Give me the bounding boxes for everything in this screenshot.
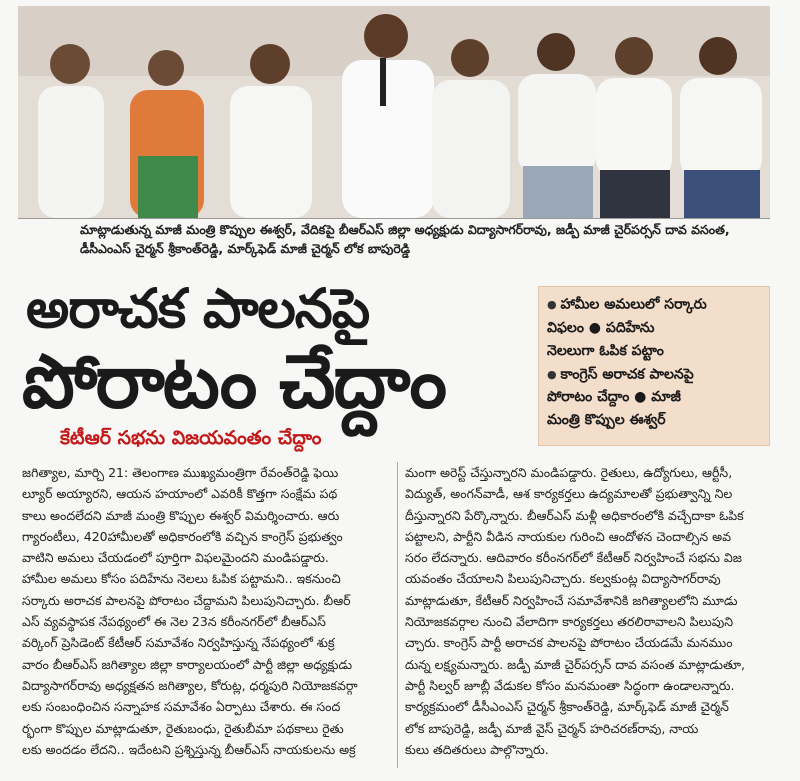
caption-line: డీసీఎంఎస్ చైర్మన్ శ్రీకాంత్‌రెడ్డి, మార్క్‌ఫెడ్ మాజీ చైర్మన్ లోక బాపురెడ్డి bbox=[80, 241, 410, 256]
highlight-line: నెలలుగా ఓపిక పట్టాం bbox=[547, 342, 664, 359]
headline-line-2: పోరాటం చేద్దాం bbox=[22, 339, 445, 425]
highlight-line: పోరాటం చేద్దాం ● మాజీ bbox=[547, 389, 681, 405]
caption-line: మాట్లాడుతున్న మాజీ మంత్రి కొప్పుల ఈశ్వర్, వేదికపై బీఆర్ఎస్ జిల్లా అధ్యక్షుడు విద్యాసాగర్‌రావు, జడ్పీ మాజీ చైర్‌పర్సన్ దావ వసంత, bbox=[80, 222, 730, 237]
photo-caption bbox=[80, 220, 770, 258]
body-line: దున్న లక్ష్యమన్నారు. జడ్పీ మాజీ చైర్‌పర్సన్ దావ వసంత మాట్లాడుతూ, bbox=[405, 656, 745, 672]
bullet-icon: ● bbox=[547, 298, 561, 311]
body-line: దీస్తున్నారని పేర్కొన్నారు. బీఆర్ఎస్ మళ్లీ అధికారంలోకి వచ్చేదాకా ఓపిక bbox=[405, 507, 744, 523]
news-photo bbox=[18, 6, 770, 219]
body-line: కార్యక్రమంలో డీసీఎంఎస్ చైర్మన్ శ్రీకాంత్‌రెడ్డి, మార్క్‌ఫెడ్ మాజీ చైర్మన్ bbox=[405, 699, 729, 715]
highlights-box bbox=[538, 286, 770, 446]
microphone-icon bbox=[380, 58, 386, 106]
bullet-icon: ● bbox=[547, 367, 561, 381]
body-line: పార్టీ సిల్వర్ జూబ్లీ వేడుకల కోసం మనమంతా సిద్ధంగా ఉండాలన్నారు. bbox=[405, 677, 735, 693]
news-photo-illustration bbox=[18, 6, 770, 218]
highlight-line: విఫలం ● పదిహేను bbox=[547, 319, 655, 336]
body-line: వాటిని అమలు చేయడంలో పూర్తిగా విఫలమైందని మండిపడ్డారు. bbox=[22, 550, 329, 566]
body-line: కులు తదితరులు పాల్గొన్నారు. bbox=[405, 741, 549, 757]
body-line: లకు సంబంధించిన సన్నాహక సమావేశం ఏర్పాటు చేశారు. ఈ సంద bbox=[22, 699, 341, 715]
body-line: విద్యాసాగర్‌రావు అధ్యక్షతన జగిత్యాల, కోరుట్ల, ధర్మపురి నియోజకవర్గా bbox=[22, 677, 358, 693]
body-line: ఎస్ వ్యవస్థాపక నేపథ్యంలో ఈ నెల 23న కరీంనగర్‌లో బీఆర్ఎస్ bbox=[22, 614, 326, 630]
article-column-right bbox=[405, 462, 777, 760]
body-line: విద్యుత్, అంగన్‌వాడీ, ఆశ కార్యకర్తలు ఉద్యమాలతో ప్రభుత్వాన్ని నిల bbox=[405, 486, 733, 502]
column-divider bbox=[397, 462, 398, 768]
highlight-line: ● కాంగ్రెస్ అరాచక పాలనపై bbox=[547, 366, 694, 382]
body-line: నియోజకవర్గాల నుంచి వేలాదిగా కార్యకర్తలు తరలిరావాలని పిలుపుని bbox=[405, 614, 733, 630]
subheadline: కేటీఆర్ సభను విజయవంతం చేద్దాం bbox=[60, 427, 322, 449]
body-line: వర్కింగ్ ప్రెసిడెంట్ కేటీఆర్ సమావేశం నిర్వహిస్తున్న నేపథ్యంలో శుక్ర bbox=[22, 635, 335, 651]
body-line: యవంతం చేయాలని పిలుపునిచ్చారు. కల్వకుంట్ల విద్యాసాగర్‌రావు bbox=[405, 571, 721, 587]
body-line: మాట్లాడుతూ, కేటీఆర్ నిర్వహించే సమావేశానికి జగిత్యాలలోని మూడు bbox=[405, 592, 738, 608]
body-line: లకు అందడం లేదని.. ఇదేంటని ప్రశ్నిస్తున్న బీఆర్ఎస్ నాయకులను అక్ర bbox=[22, 741, 356, 757]
body-line: పట్టాలని, పార్టీని వీడిన నాయకుల గురించి ఆందోళన చెందాల్సిన అవ bbox=[405, 528, 731, 544]
highlight-line: ● హామీల అమలులో సర్కారు bbox=[547, 296, 707, 313]
body-line: లోక బాపురెడ్డి, జడ్పీ మాజీ వైస్ చైర్మన్ హరిచరణ్‌రావు, నాయ bbox=[405, 720, 699, 736]
body-line: మంగా అరెస్ట్ చేస్తున్నారని మండిపడ్డారు. రైతులు, ఉద్యోగులు, ఆర్టీసీ, bbox=[405, 465, 733, 480]
body-line: జగిత్యాల, మార్చి 21: తెలంగాణ ముఖ్యమంత్రిగా రేవంత్‌రెడ్డి ఫెయి bbox=[22, 465, 339, 480]
body-line: హామీల అమలు కోసం పదిహేను నెలలు ఓపిక పట్టామని.. ఇకనుంచి bbox=[22, 571, 341, 587]
body-line: గ్యారంటీలు, 420హామీలతో అధికారంలోకి వచ్చిన కాంగ్రెస్ ప్రభుత్వం bbox=[22, 528, 343, 544]
body-line: కాలు అందలేదని మాజీ మంత్రి కొప్పుల ఈశ్వర్ విమర్శించారు. ఆరు bbox=[22, 507, 340, 523]
body-line: ర్భంగా కొప్పుల మాట్లాడుతూ, రైతుబంధు, రైతుబీమా పథకాలు రైతు bbox=[22, 720, 344, 736]
body-line: చ్చారు. కాంగ్రెస్ పార్టీ అరాచక పాలనపై పోరాటం చేయడమే మనముం bbox=[405, 635, 733, 651]
article-column-left bbox=[22, 462, 394, 760]
headline-line-1: అరాచక పాలనపై bbox=[26, 277, 370, 340]
body-line: సర్కారు అరాచక పాలనపై పోరాటం చేద్దామని పిలుపునిచ్చారు. బీఆర్ bbox=[22, 592, 351, 608]
body-line: సరం లేదన్నారు. ఆదివారం కరీంనగర్‌లో కేటీఆర్ నిర్వహించే సభను విజ bbox=[405, 550, 742, 566]
body-line: వారం బీఆర్ఎస్ జగిత్యాల జిల్లా కార్యాలయంలో పార్టీ జిల్లా అధ్యక్షుడు bbox=[22, 656, 353, 672]
body-line: ల్యూర్ అయ్యారని, ఆయన హయాంలో ఎవరికీ కొత్తగా సంక్షేమ పథ bbox=[22, 486, 338, 502]
highlight-line: మంత్రి కొప్పుల ఈశ్వర్ bbox=[547, 412, 666, 428]
